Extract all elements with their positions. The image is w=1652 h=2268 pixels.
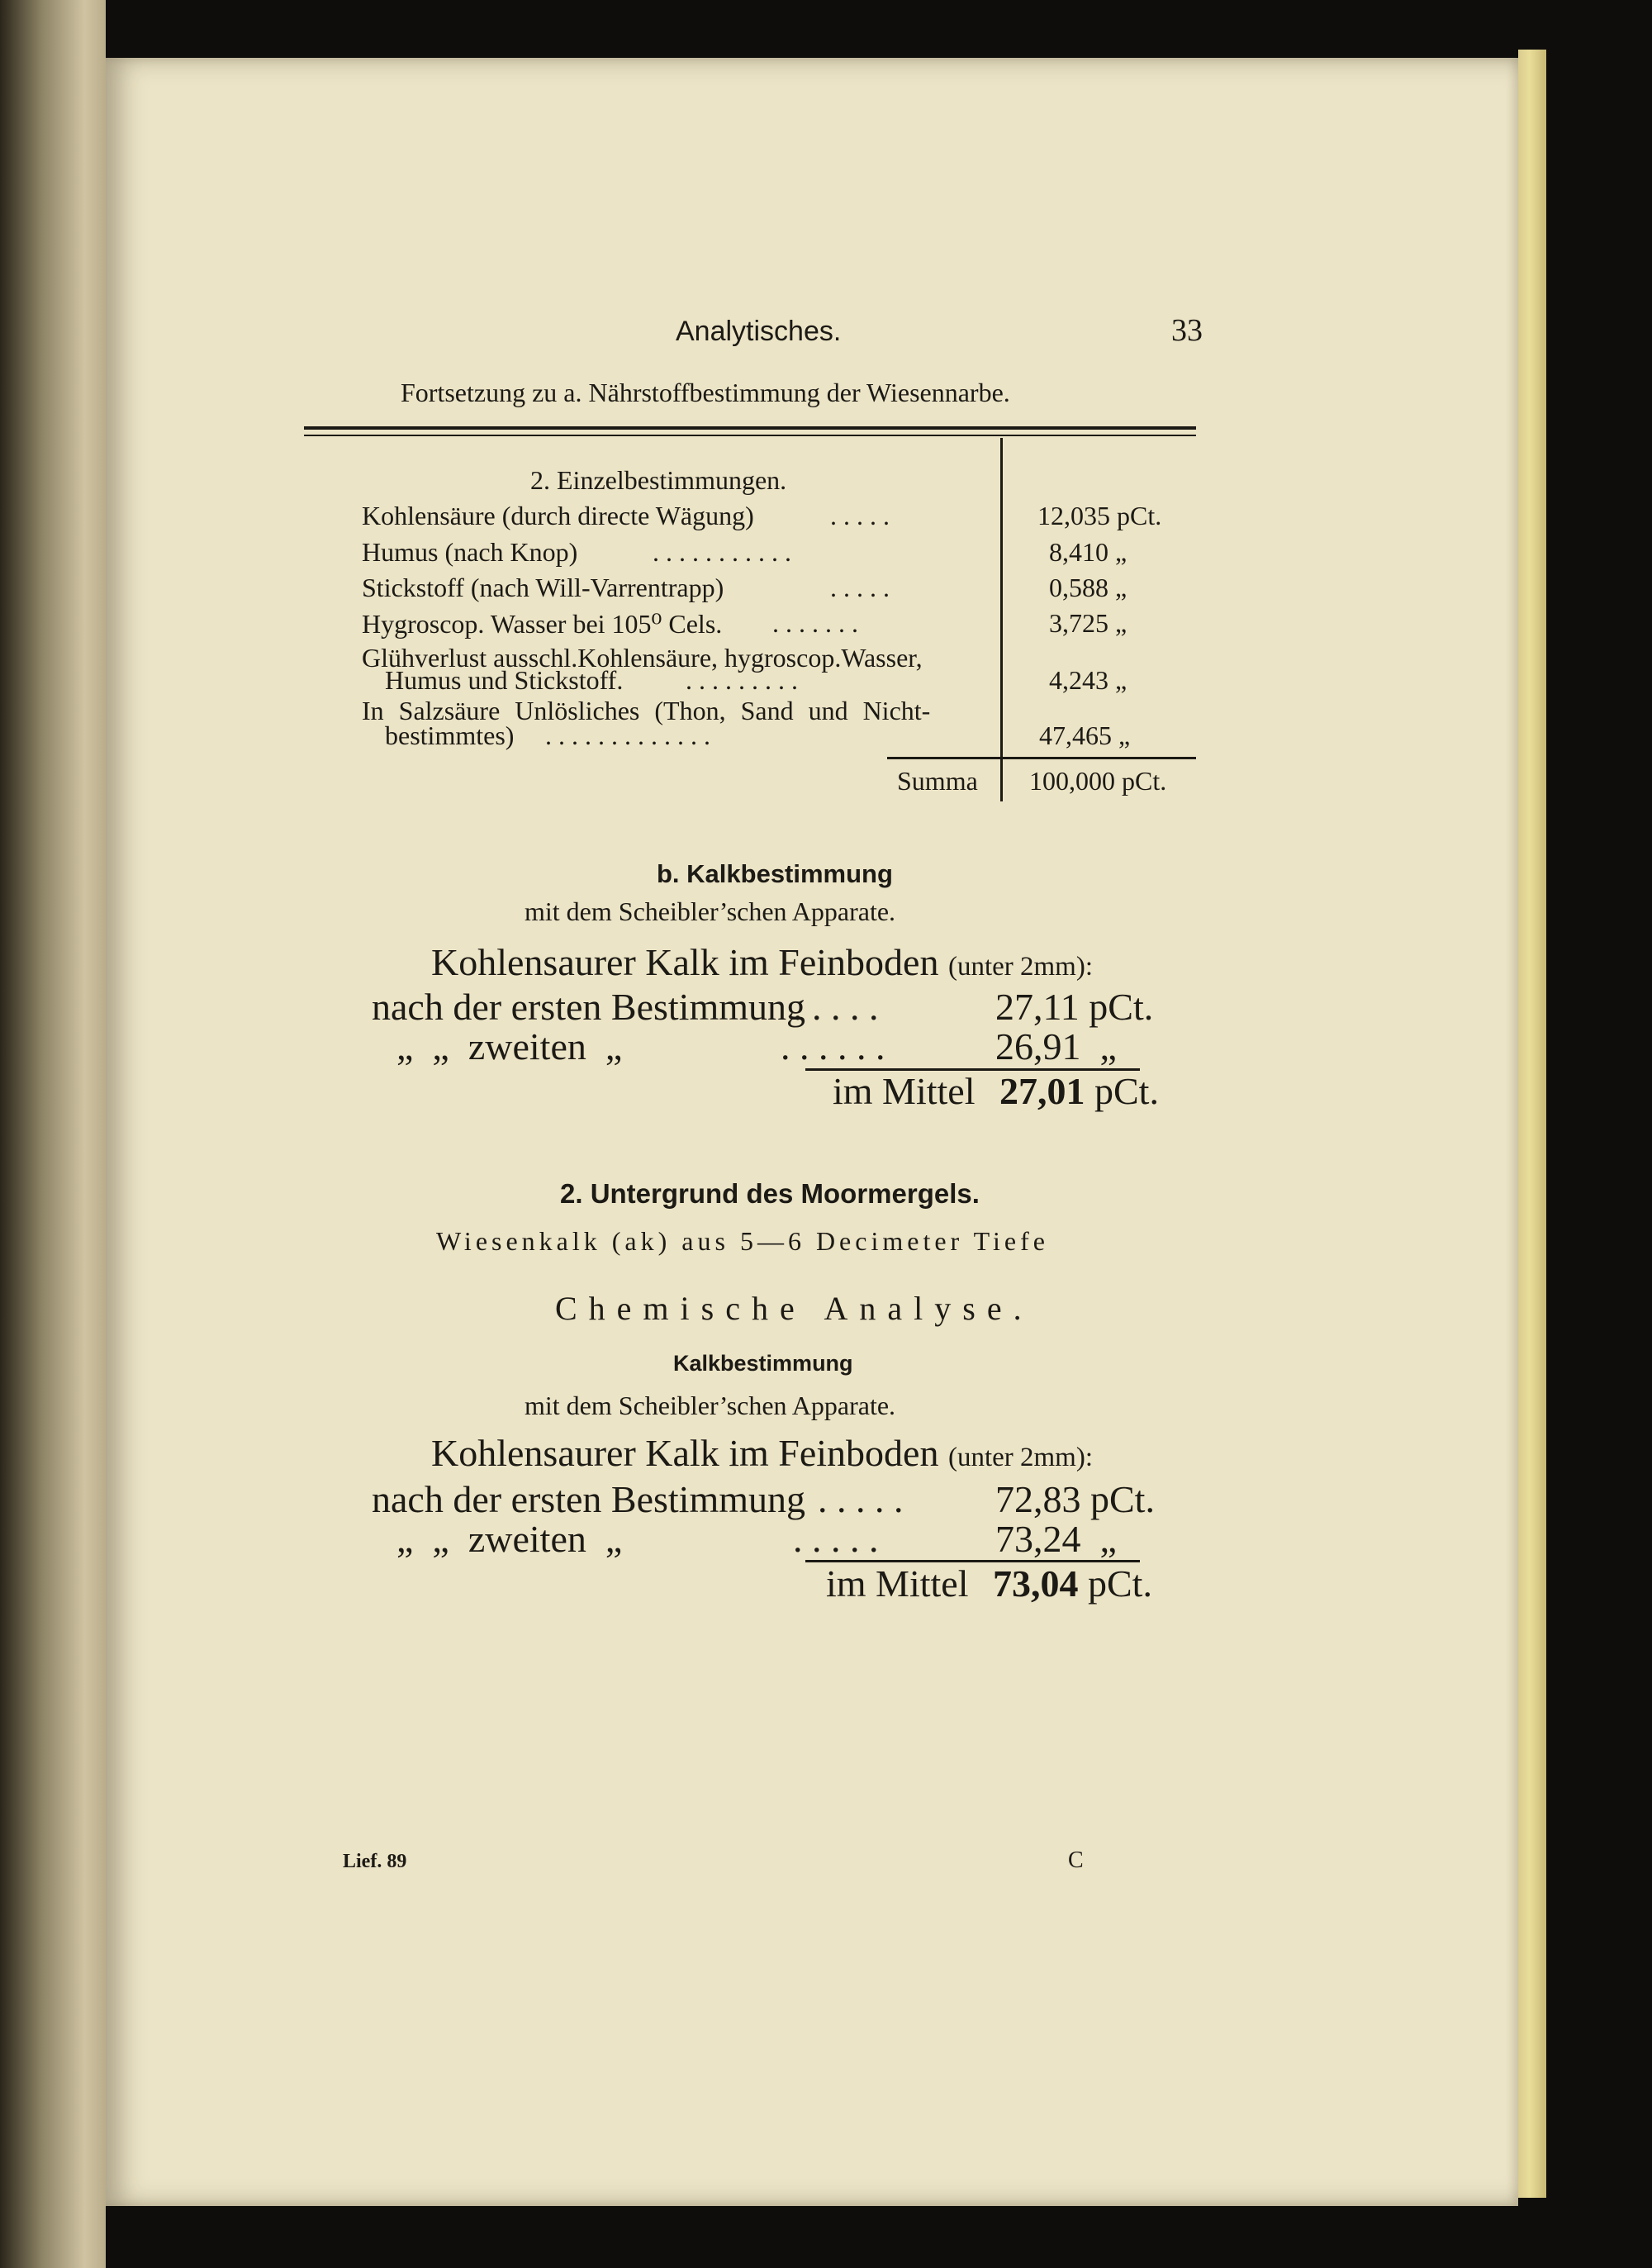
section-2-row2-value: 73,24 „ (995, 1518, 1117, 1560)
page-fore-edge (1518, 50, 1546, 2198)
footer-sheet-mark: C (1068, 1847, 1084, 1873)
table-row-dots: . . . . . (830, 573, 890, 602)
section-2-lead-text: Kohlensaurer Kalk im Feinboden (431, 1432, 939, 1474)
left-page-edge (0, 0, 106, 2268)
section-b-lead-small: (unter 2mm): (947, 952, 1094, 982)
section-2-row2-dots: . . . . . (793, 1518, 879, 1560)
section-b-method: mit dem Scheibler’schen Apparate. (525, 896, 896, 926)
section-2-row1-value: 72,83 pCt. (995, 1478, 1155, 1520)
section-b-mean-value: 27,01 (999, 1070, 1085, 1112)
section-2-mean-unit: pCt. (1088, 1562, 1152, 1605)
running-title: Analytisches. (676, 316, 842, 347)
section-2-mean (826, 1562, 1152, 1605)
section-2-row2-label: „ „ zweiten „ (396, 1518, 623, 1560)
footer-signature: Lief. 89 (343, 1851, 407, 1872)
section-b-row2-value: 26,91 „ (995, 1025, 1117, 1067)
table-top-rule-thin (304, 435, 1196, 436)
table-top-rule-thick (304, 426, 1196, 430)
section-b-row1-dots: . . . . . (793, 986, 879, 1028)
table-row-label: Kohlensäure (durch directe Wägung) (362, 501, 754, 530)
section-2-mean-value: 73,04 (993, 1562, 1079, 1605)
table-row-label: Humus und Stickstoff. (385, 665, 624, 695)
table-row-label: In Salzsäure Unlösliches (Thon, Sand und Nicht- (362, 696, 931, 725)
table-row-dots: . . . . . . . (772, 608, 858, 638)
table-row-label: Stickstoff (nach Will-Varrentrapp) (362, 573, 724, 602)
table-total-value: 100,000 pCt. (1029, 766, 1167, 796)
section-b-lead-text: Kohlensaurer Kalk im Feinboden (431, 941, 939, 983)
table-row-dots: . . . . . (830, 501, 890, 530)
page-number: 33 (1171, 313, 1203, 348)
section-2-analysis-title: Chemische Analyse. (555, 1290, 1033, 1327)
table-row-value: 12,035 pCt. (1037, 501, 1162, 530)
table-section-heading: 2. Einzelbestimmungen. (530, 465, 787, 495)
table-row-label: bestimmtes) (385, 720, 515, 750)
section-b-lead (431, 940, 1093, 984)
section-2-mean-label: im Mittel (826, 1562, 969, 1605)
subtitle: Fortsetzung zu a. Nährstoffbestimmung der Wiesennarbe. (401, 378, 1010, 407)
table-row-value: 8,410 „ (1049, 537, 1127, 567)
section-2-row1-dots: . . . . . (818, 1478, 904, 1520)
table-row-label: Glühverlust ausschl.Kohlensäure, hygroscop.Wasser, (362, 643, 923, 673)
section-2-kalk-heading: Kalkbestimmung (673, 1351, 853, 1376)
section-b-row1-label: nach der ersten Bestimmung (372, 986, 806, 1028)
section-b-row2-label: „ „ zweiten „ (396, 1025, 623, 1067)
table-row-label: Hygroscop. Wasser bei 105⁰ Cels. (362, 609, 723, 639)
table-row-value: 0,588 „ (1049, 573, 1127, 602)
section-b-row2-dots: . . . . . . (781, 1025, 885, 1067)
table-row-dots: . . . . . . . . . . . (653, 537, 791, 567)
table-sum-rule (887, 757, 1196, 759)
section-b-mean-label: im Mittel (833, 1070, 976, 1112)
section-b-mean-unit: pCt. (1094, 1070, 1159, 1112)
table-row-value: 4,243 „ (1049, 665, 1127, 695)
table-column-rule (1000, 438, 1003, 801)
section-2-row1-label: nach der ersten Bestimmung (372, 1478, 806, 1520)
table-row-label: Humus (nach Knop) (362, 537, 578, 567)
section-b-row1-value: 27,11 pCt. (995, 986, 1154, 1028)
section-2-subheading: Wiesenkalk (ak) aus 5—6 Decimeter Tiefe (436, 1226, 1049, 1256)
table-row-dots: . . . . . . . . . . . . . (545, 720, 710, 750)
table-row-value: 3,725 „ (1049, 608, 1127, 638)
table-total-label: Summa (897, 766, 978, 796)
section-2-lead-small: (unter 2mm): (947, 1443, 1094, 1472)
section-2-heading: 2. Untergrund des Moormergels. (560, 1178, 980, 1209)
section-2-method: mit dem Scheibler’schen Apparate. (525, 1391, 896, 1420)
section-b-mean (833, 1069, 1159, 1113)
section-2-lead (431, 1431, 1093, 1475)
table-row-dots: . . . . . . . . . (686, 665, 798, 695)
table-row-value: 47,465 „ (1039, 720, 1131, 750)
section-b-heading: b. Kalkbestimmung (657, 859, 893, 888)
